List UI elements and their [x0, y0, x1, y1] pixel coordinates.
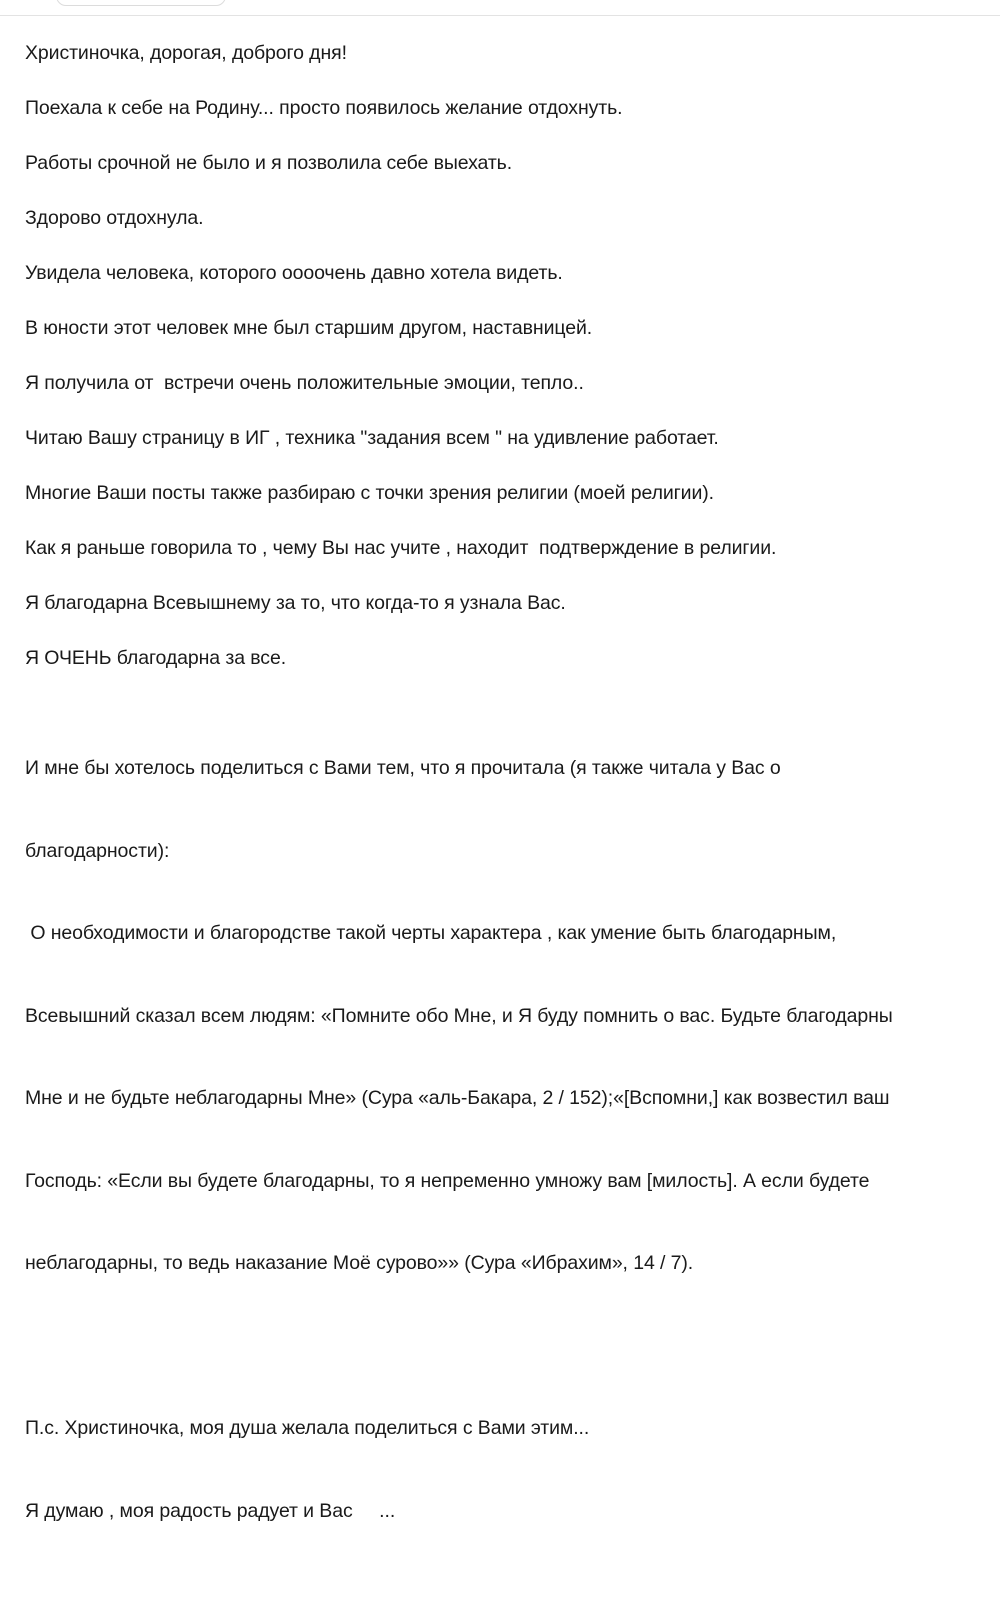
message-paragraph: Я благодарна Всевышнему за то, что когда-то я узнала Вас.	[25, 592, 566, 614]
quote-line: Всевышний сказал всем людям: «Помните обо Мне, и Я буду помнить о вас. Будьте благодарны	[25, 1004, 893, 1027]
message-paragraph: Увидела человека, которого оооочень давно хотела видеть.	[25, 262, 563, 284]
message-paragraph: Поехала к себе на Родину... просто появилось желание отдохнуть.	[25, 97, 623, 119]
message-paragraph: Как я раньше говорила то , чему Вы нас учите , находит подтверждение в религии.	[25, 537, 777, 559]
message-paragraph: Я ОЧЕНЬ благодарна за все.	[25, 647, 287, 669]
top-toolbar	[0, 0, 1000, 16]
message-paragraph: Читаю Вашу страницу в ИГ , техника "задания всем " на удивление работает.	[25, 427, 719, 449]
message-paragraph: Я получила от встречи очень положительные эмоции, тепло..	[25, 372, 584, 394]
toolbar-pill-button[interactable]	[56, 0, 226, 6]
closing-line: П.с. Христиночка, моя душа желала поделиться с Вами этим...	[25, 1417, 590, 1439]
quote-line: благодарности):	[25, 839, 170, 862]
message-paragraph: Христиночка, дорогая, доброго дня!	[25, 42, 347, 64]
quote-line: неблагодарны, то ведь наказание Моё сурово»» (Сура «Ибрахим», 14 / 7).	[25, 1252, 694, 1274]
closing-line: Я думаю , моя радость радует и Вас ...	[25, 1499, 396, 1522]
quote-line: И мне бы хотелось поделиться с Вами тем, что я прочитала (я также читала у Вас о	[25, 757, 781, 779]
message-paragraph: Работы срочной не было и я позволила себе выехать.	[25, 152, 513, 174]
message-paragraph: Многие Ваши посты также разбираю с точки зрения религии (моей религии).	[25, 482, 714, 504]
quote-line: О необходимости и благородстве такой черты характера , как умение быть благодарным,	[25, 922, 837, 944]
quote-line: Мне и не будьте неблагодарны Мне» (Сура «аль-Бакара, 2 / 152);«[Вспомни,] как возвестил ваш	[25, 1087, 890, 1109]
message-body	[25, 40, 985, 1608]
closing-block	[25, 1360, 985, 1580]
message-paragraph: В юности этот человек мне был старшим другом, наставницей.	[25, 317, 593, 339]
quote-line: Господь: «Если вы будете благодарны, то я непременно умножу вам [милость]. А если будете	[25, 1169, 870, 1192]
quote-block	[25, 700, 985, 1333]
message-paragraph: Здорово отдохнула.	[25, 207, 204, 229]
